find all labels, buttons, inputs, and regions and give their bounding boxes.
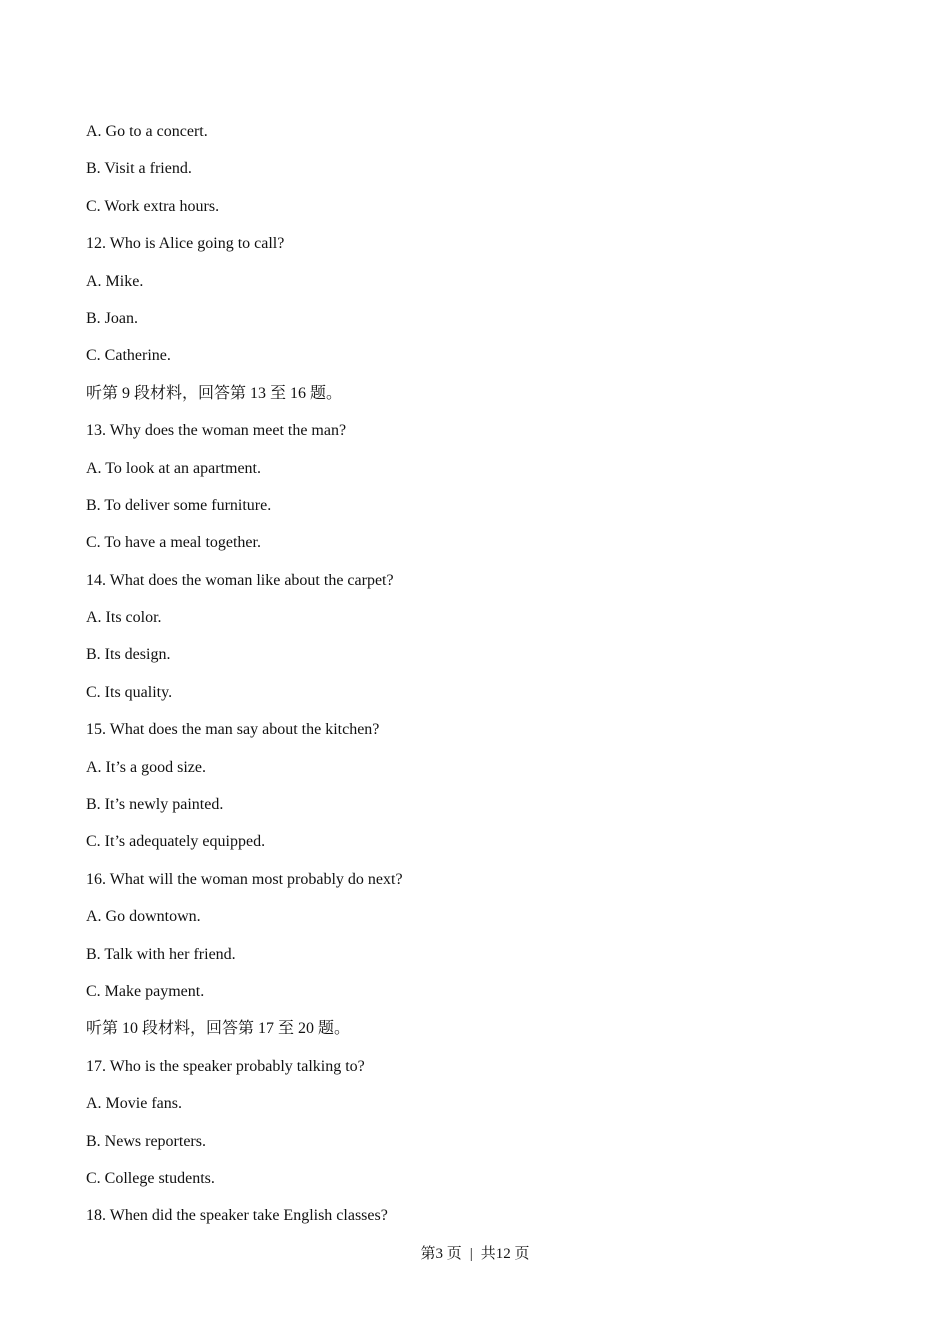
question-17: 17. Who is the speaker probably talking to?	[86, 1057, 365, 1075]
option-a-q11: A. Go to a concert.	[86, 123, 208, 140]
option-c-q15: C. It’s adequately equipped.	[86, 833, 266, 851]
option-a-q17: A. Movie fans.	[86, 1095, 182, 1113]
question-13: 13. Why does the woman meet the man?	[86, 422, 347, 440]
option-b-q17: B. News reporters.	[86, 1132, 206, 1150]
option-a-q16: A. Go downtown.	[86, 908, 201, 926]
total-pages: 共12 页	[480, 1246, 530, 1262]
page-footer	[0, 1244, 950, 1264]
page-number: 第3 页	[420, 1246, 462, 1262]
option-b-q15: B. It’s newly painted.	[86, 796, 224, 814]
question-14: 14. What does the woman like about the carpet?	[86, 571, 394, 589]
option-a-q15: A. It’s a good size.	[86, 758, 206, 776]
option-a-q13: A. To look at an apartment.	[86, 459, 261, 477]
question-12: 12. Who is Alice going to call?	[86, 235, 285, 253]
section-instruction-10: 听第 10 段材料，回答第 17 至 20 题。	[86, 1020, 351, 1038]
option-b-q14: B. Its design.	[86, 646, 171, 664]
section-instruction-9: 听第 9 段材料，回答第 13 至 16 题。	[86, 384, 343, 402]
option-c-q14: C. Its quality.	[86, 683, 173, 701]
option-a-q14: A. Its color.	[86, 609, 162, 627]
option-c-q11: C. Work extra hours.	[86, 197, 220, 215]
question-16: 16. What will the woman most probably do next?	[86, 870, 403, 888]
question-15: 15. What does the man say about the kitchen?	[86, 721, 380, 739]
option-b-q16: B. Talk with her friend.	[86, 945, 236, 963]
footer-separator: |	[469, 1246, 473, 1262]
option-b-q13: B. To deliver some furniture.	[86, 496, 272, 514]
question-list	[86, 120, 866, 1242]
option-c-q12: C. Catherine.	[86, 347, 171, 365]
option-c-q17: C. College students.	[86, 1169, 215, 1187]
option-b-q12: B. Joan.	[86, 309, 138, 327]
option-a-q12: A. Mike.	[86, 272, 144, 290]
option-c-q13: C. To have a meal together.	[86, 534, 261, 552]
option-c-q16: C. Make payment.	[86, 982, 205, 1000]
option-b-q11: B. Visit a friend.	[86, 160, 192, 178]
question-18: 18. When did the speaker take English classes?	[86, 1207, 388, 1225]
